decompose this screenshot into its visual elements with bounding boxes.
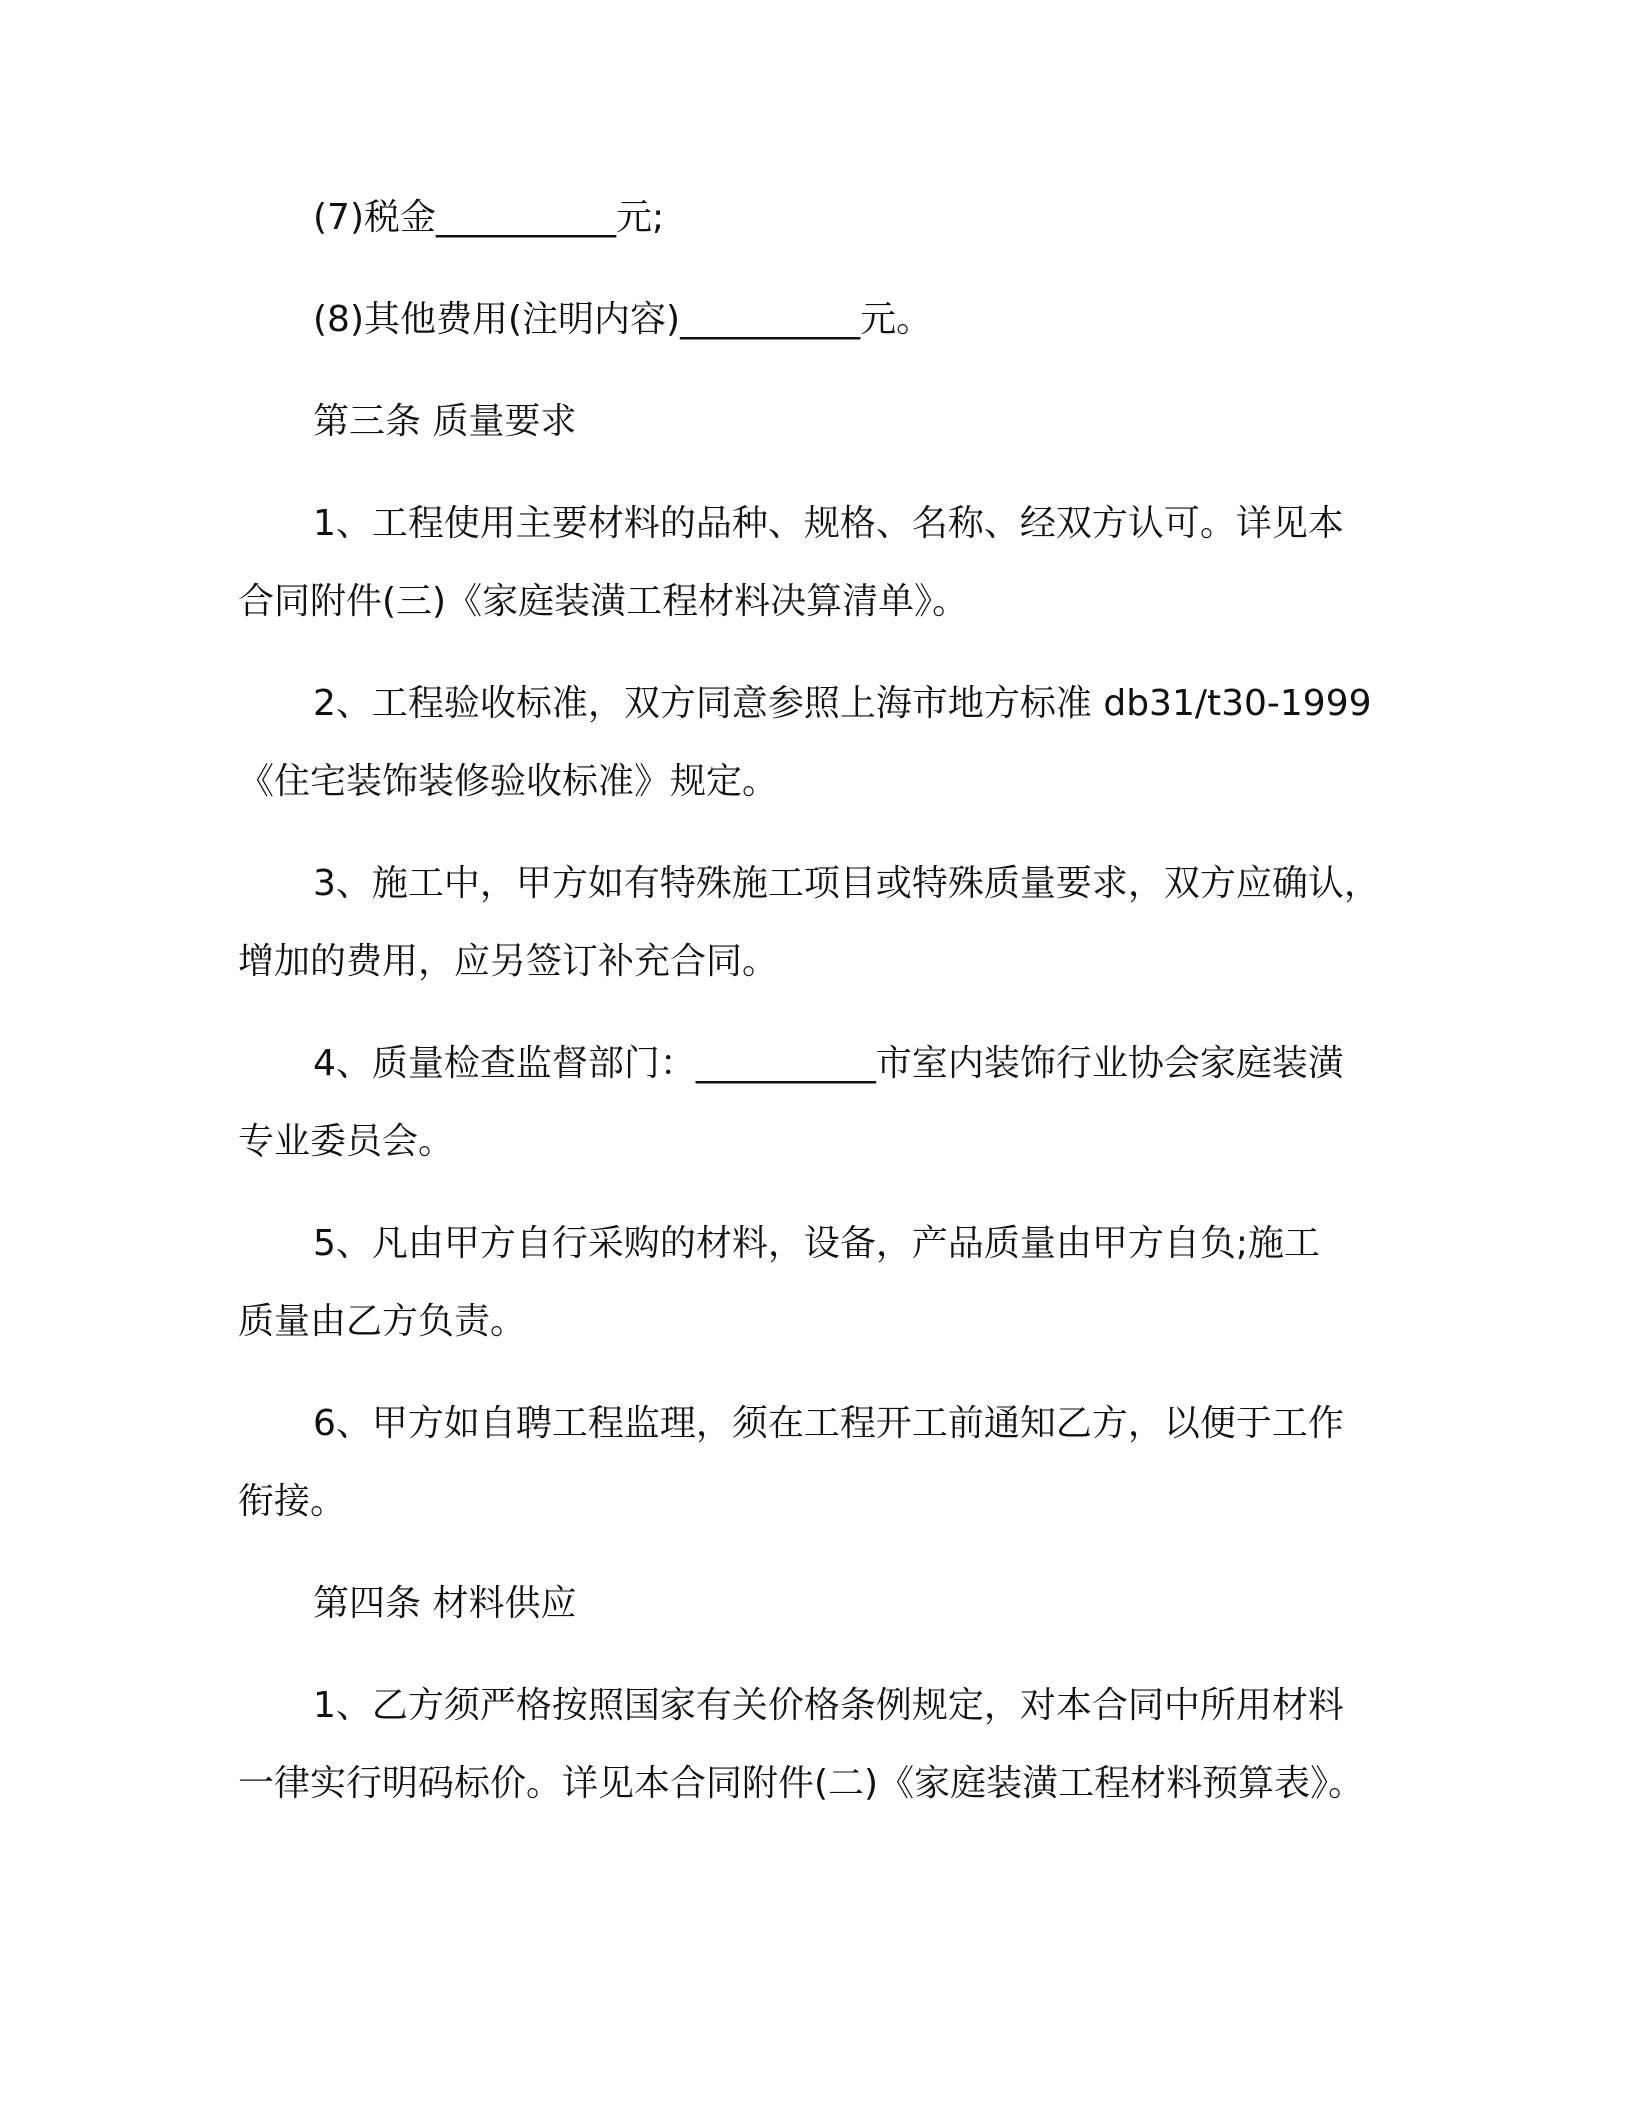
clause-3-1-line-2: 合同附件(三)《家庭装潢工程材料决算清单》。 xyxy=(238,581,969,622)
clause-3-5-line-1: 5、凡由甲方自行采购的材料，设备，产品质量由甲方自负;施工 xyxy=(313,1223,1321,1264)
clause-3-4-line-1: 4、质量检查监督部门：__________市室内装饰行业协会家庭装潢 xyxy=(313,1043,1344,1084)
clause-3-4-line-2: 专业委员会。 xyxy=(238,1121,455,1162)
clause-3-6-line-2: 衔接。 xyxy=(238,1481,347,1522)
clause-3-2-line-2: 《住宅装饰装修验收标准》规定。 xyxy=(238,761,779,802)
clause-3-6-line-1: 6、甲方如自聘工程监理，须在工程开工前通知乙方，以便于工作 xyxy=(313,1403,1344,1444)
clause-4-1-line-1: 1、乙方须严格按照国家有关价格条例规定，对本合同中所用材料 xyxy=(313,1685,1344,1726)
item-8-other-fees: (8)其他费用(注明内容)__________元。 xyxy=(313,299,933,340)
item-7-tax: (7)税金__________元; xyxy=(313,197,665,238)
clause-3-1-line-1: 1、工程使用主要材料的品种、规格、名称、经双方认可。详见本 xyxy=(313,503,1344,544)
article-3-heading: 第三条 质量要求 xyxy=(313,401,577,442)
clause-3-5-line-2: 质量由乙方负责。 xyxy=(238,1301,527,1342)
clause-3-2-line-1: 2、工程验收标准，双方同意参照上海市地方标准 db31/t30-1999 xyxy=(313,683,1372,724)
article-4-heading: 第四条 材料供应 xyxy=(313,1583,577,1624)
clause-4-1-line-2: 一律实行明码标价。详见本合同附件(二)《家庭装潢工程材料预算表》。 xyxy=(238,1763,1365,1804)
clause-3-3-line-2: 增加的费用，应另签订补充合同。 xyxy=(238,941,779,982)
clause-3-3-line-1: 3、施工中，甲方如有特殊施工项目或特殊质量要求，双方应确认， xyxy=(313,863,1380,904)
